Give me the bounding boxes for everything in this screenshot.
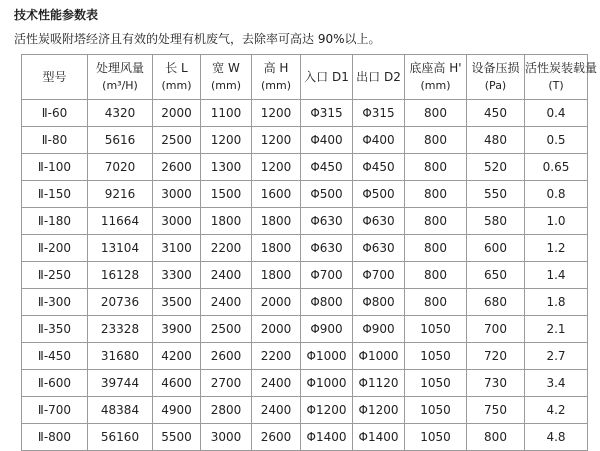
model-cell: Ⅱ-800 [22,424,88,451]
column-header-label: 入口 D1 [304,69,349,84]
table-cell: Φ1000 [353,343,405,370]
table-cell: 48384 [88,397,153,424]
table-cell: 56160 [88,424,153,451]
table-cell: 4200 [153,343,201,370]
table-cell: 800 [467,424,525,451]
table-cell: 650 [467,262,525,289]
table-cell: 5500 [153,424,201,451]
table-cell: 800 [405,235,467,262]
column-header-unit: (mm) [420,79,451,92]
column-header-label: 出口 D2 [356,69,401,84]
table-cell: 450 [467,100,525,127]
table-cell: 800 [405,100,467,127]
table-cell: Φ1400 [353,424,405,451]
table-cell: 1300 [201,154,252,181]
column-header-label: 高 H [263,61,289,75]
table-cell: 3300 [153,262,201,289]
table-cell: Φ800 [353,289,405,316]
column-header [88,55,153,100]
column-header [301,55,353,100]
table-cell: 13104 [88,235,153,262]
table-cell: Φ500 [353,181,405,208]
table-cell: 480 [467,127,525,154]
column-header-label: 底座高 H' [409,61,462,75]
table-cell: 2500 [201,316,252,343]
table-cell: 31680 [88,343,153,370]
table-cell: 2600 [252,424,301,451]
table-cell: Φ500 [301,181,353,208]
column-header [405,55,467,100]
table-cell: 2200 [201,235,252,262]
table-row [22,262,588,289]
table-cell: 1800 [201,208,252,235]
table-cell: Φ800 [301,289,353,316]
table-cell: 2000 [153,100,201,127]
table-cell: Φ1000 [301,370,353,397]
table-cell: 800 [405,208,467,235]
table-cell: 4600 [153,370,201,397]
model-cell: Ⅱ-450 [22,343,88,370]
table-cell: Φ450 [353,154,405,181]
model-cell: Ⅱ-700 [22,397,88,424]
table-cell: Φ315 [301,100,353,127]
table-cell: 2600 [201,343,252,370]
table-cell: Φ900 [353,316,405,343]
table-cell: Φ700 [301,262,353,289]
table-cell: 1200 [201,127,252,154]
table-row [22,154,588,181]
table-cell: 580 [467,208,525,235]
table-row [22,370,588,397]
table-cell: 9216 [88,181,153,208]
table-row [22,208,588,235]
table-cell: 16128 [88,262,153,289]
table-cell: 1.0 [525,208,588,235]
table-cell: 4900 [153,397,201,424]
table-cell: 550 [467,181,525,208]
table-cell: 2000 [252,316,301,343]
table-cell: 2400 [252,397,301,424]
page-subtitle: 活性炭吸附塔经济且有效的处理有机废气，去除率可高达 90%以上。 [14,32,381,46]
table-cell: 1050 [405,343,467,370]
table-cell: 11664 [88,208,153,235]
column-header [353,55,405,100]
table-cell: Φ1000 [301,343,353,370]
table-cell: 680 [467,289,525,316]
table-cell: 3900 [153,316,201,343]
table-row [22,181,588,208]
column-header-unit: (m³/H) [102,79,138,92]
table-row [22,235,588,262]
table-cell: 20736 [88,289,153,316]
table-cell: 1200 [252,154,301,181]
table-cell: Φ630 [353,235,405,262]
model-cell: Ⅱ-180 [22,208,88,235]
spec-table-header [22,55,598,100]
table-cell: 1.4 [525,262,588,289]
table-row [22,343,588,370]
table-cell: 0.65 [525,154,588,181]
table-cell: 1800 [252,208,301,235]
table-cell: 1.8 [525,289,588,316]
column-header [22,55,88,100]
table-cell: 7020 [88,154,153,181]
table-cell: 1200 [252,127,301,154]
table-cell: Φ1120 [353,370,405,397]
table-cell: 2700 [201,370,252,397]
table-cell: 1200 [252,100,301,127]
table-row [22,424,588,451]
table-row [22,316,588,343]
table-cell: 520 [467,154,525,181]
column-header-unit: (T) [548,79,564,92]
table-cell: 800 [405,262,467,289]
table-cell: 5616 [88,127,153,154]
column-header [153,55,201,100]
column-header-label: 长 L [165,61,188,75]
table-cell: 2.7 [525,343,588,370]
column-header [467,55,525,100]
table-cell: 1050 [405,397,467,424]
page-title: 技术性能参数表 [14,8,99,22]
model-cell: Ⅱ-100 [22,154,88,181]
table-cell: 1050 [405,316,467,343]
table-cell: 23328 [88,316,153,343]
table-cell: 720 [467,343,525,370]
table-cell: 1050 [405,424,467,451]
table-cell: 0.8 [525,181,588,208]
table-cell: 3500 [153,289,201,316]
table-cell: 1050 [405,370,467,397]
column-header-unit: (Pa) [484,79,507,92]
table-cell: Φ1200 [353,397,405,424]
column-header-label: 设备压损 [471,61,520,75]
table-cell: 700 [467,316,525,343]
table-cell: Φ630 [353,208,405,235]
column-header-unit: (mm) [260,79,291,92]
table-cell: Φ630 [301,208,353,235]
column-header-label: 活性炭装载量 [525,61,598,75]
model-cell: Ⅱ-600 [22,370,88,397]
table-cell: 730 [467,370,525,397]
spec-table-body [22,100,588,451]
table-cell: 2200 [252,343,301,370]
model-cell: Ⅱ-250 [22,262,88,289]
table-cell: 0.5 [525,127,588,154]
table-cell: 3000 [201,424,252,451]
table-cell: 600 [467,235,525,262]
table-cell: 3000 [153,181,201,208]
table-row [22,127,588,154]
table-cell: 1800 [252,235,301,262]
table-cell: 2400 [201,262,252,289]
table-cell: 800 [405,127,467,154]
table-cell: Φ315 [353,100,405,127]
model-cell: Ⅱ-350 [22,316,88,343]
table-cell: 1.2 [525,235,588,262]
table-cell: 2400 [201,289,252,316]
table-row [22,397,588,424]
table-cell: 2400 [252,370,301,397]
table-cell: Φ1200 [301,397,353,424]
column-header-unit: (mm) [161,79,192,92]
table-cell: 3.4 [525,370,588,397]
model-cell: Ⅱ-80 [22,127,88,154]
table-cell: Φ1400 [301,424,353,451]
table-cell: Φ900 [301,316,353,343]
table-cell: Φ630 [301,235,353,262]
table-cell: Φ400 [301,127,353,154]
table-cell: 1600 [252,181,301,208]
table-cell: 1500 [201,181,252,208]
table-cell: 0.4 [525,100,588,127]
table-cell: 4.2 [525,397,588,424]
table-cell: Φ450 [301,154,353,181]
table-cell: 2600 [153,154,201,181]
model-cell: Ⅱ-300 [22,289,88,316]
table-cell: 4.8 [525,424,588,451]
column-header [201,55,252,100]
table-cell: 800 [405,181,467,208]
model-cell: Ⅱ-60 [22,100,88,127]
table-cell: 1100 [201,100,252,127]
table-cell: 39744 [88,370,153,397]
table-row [22,289,588,316]
table-cell: 750 [467,397,525,424]
table-cell: 1800 [252,262,301,289]
table-cell: 800 [405,154,467,181]
table-row [22,100,588,127]
column-header [525,55,598,100]
table-cell: 2.1 [525,316,588,343]
column-header-label: 处理风量 [95,61,144,75]
table-cell: Φ400 [353,127,405,154]
table-cell: 800 [405,289,467,316]
column-header-label: 宽 W [212,61,240,75]
table-cell: 2500 [153,127,201,154]
table-cell: Φ700 [353,262,405,289]
table-header-row [22,55,588,100]
column-header-unit: (mm) [210,79,241,92]
column-header-label: 型号 [42,69,67,84]
model-cell: Ⅱ-150 [22,181,88,208]
model-cell: Ⅱ-200 [22,235,88,262]
spec-table [21,54,598,451]
table-cell: 4320 [88,100,153,127]
column-header [252,55,301,100]
table-cell: 3000 [153,208,201,235]
table-cell: 2000 [252,289,301,316]
table-cell: 2800 [201,397,252,424]
table-cell: 3100 [153,235,201,262]
